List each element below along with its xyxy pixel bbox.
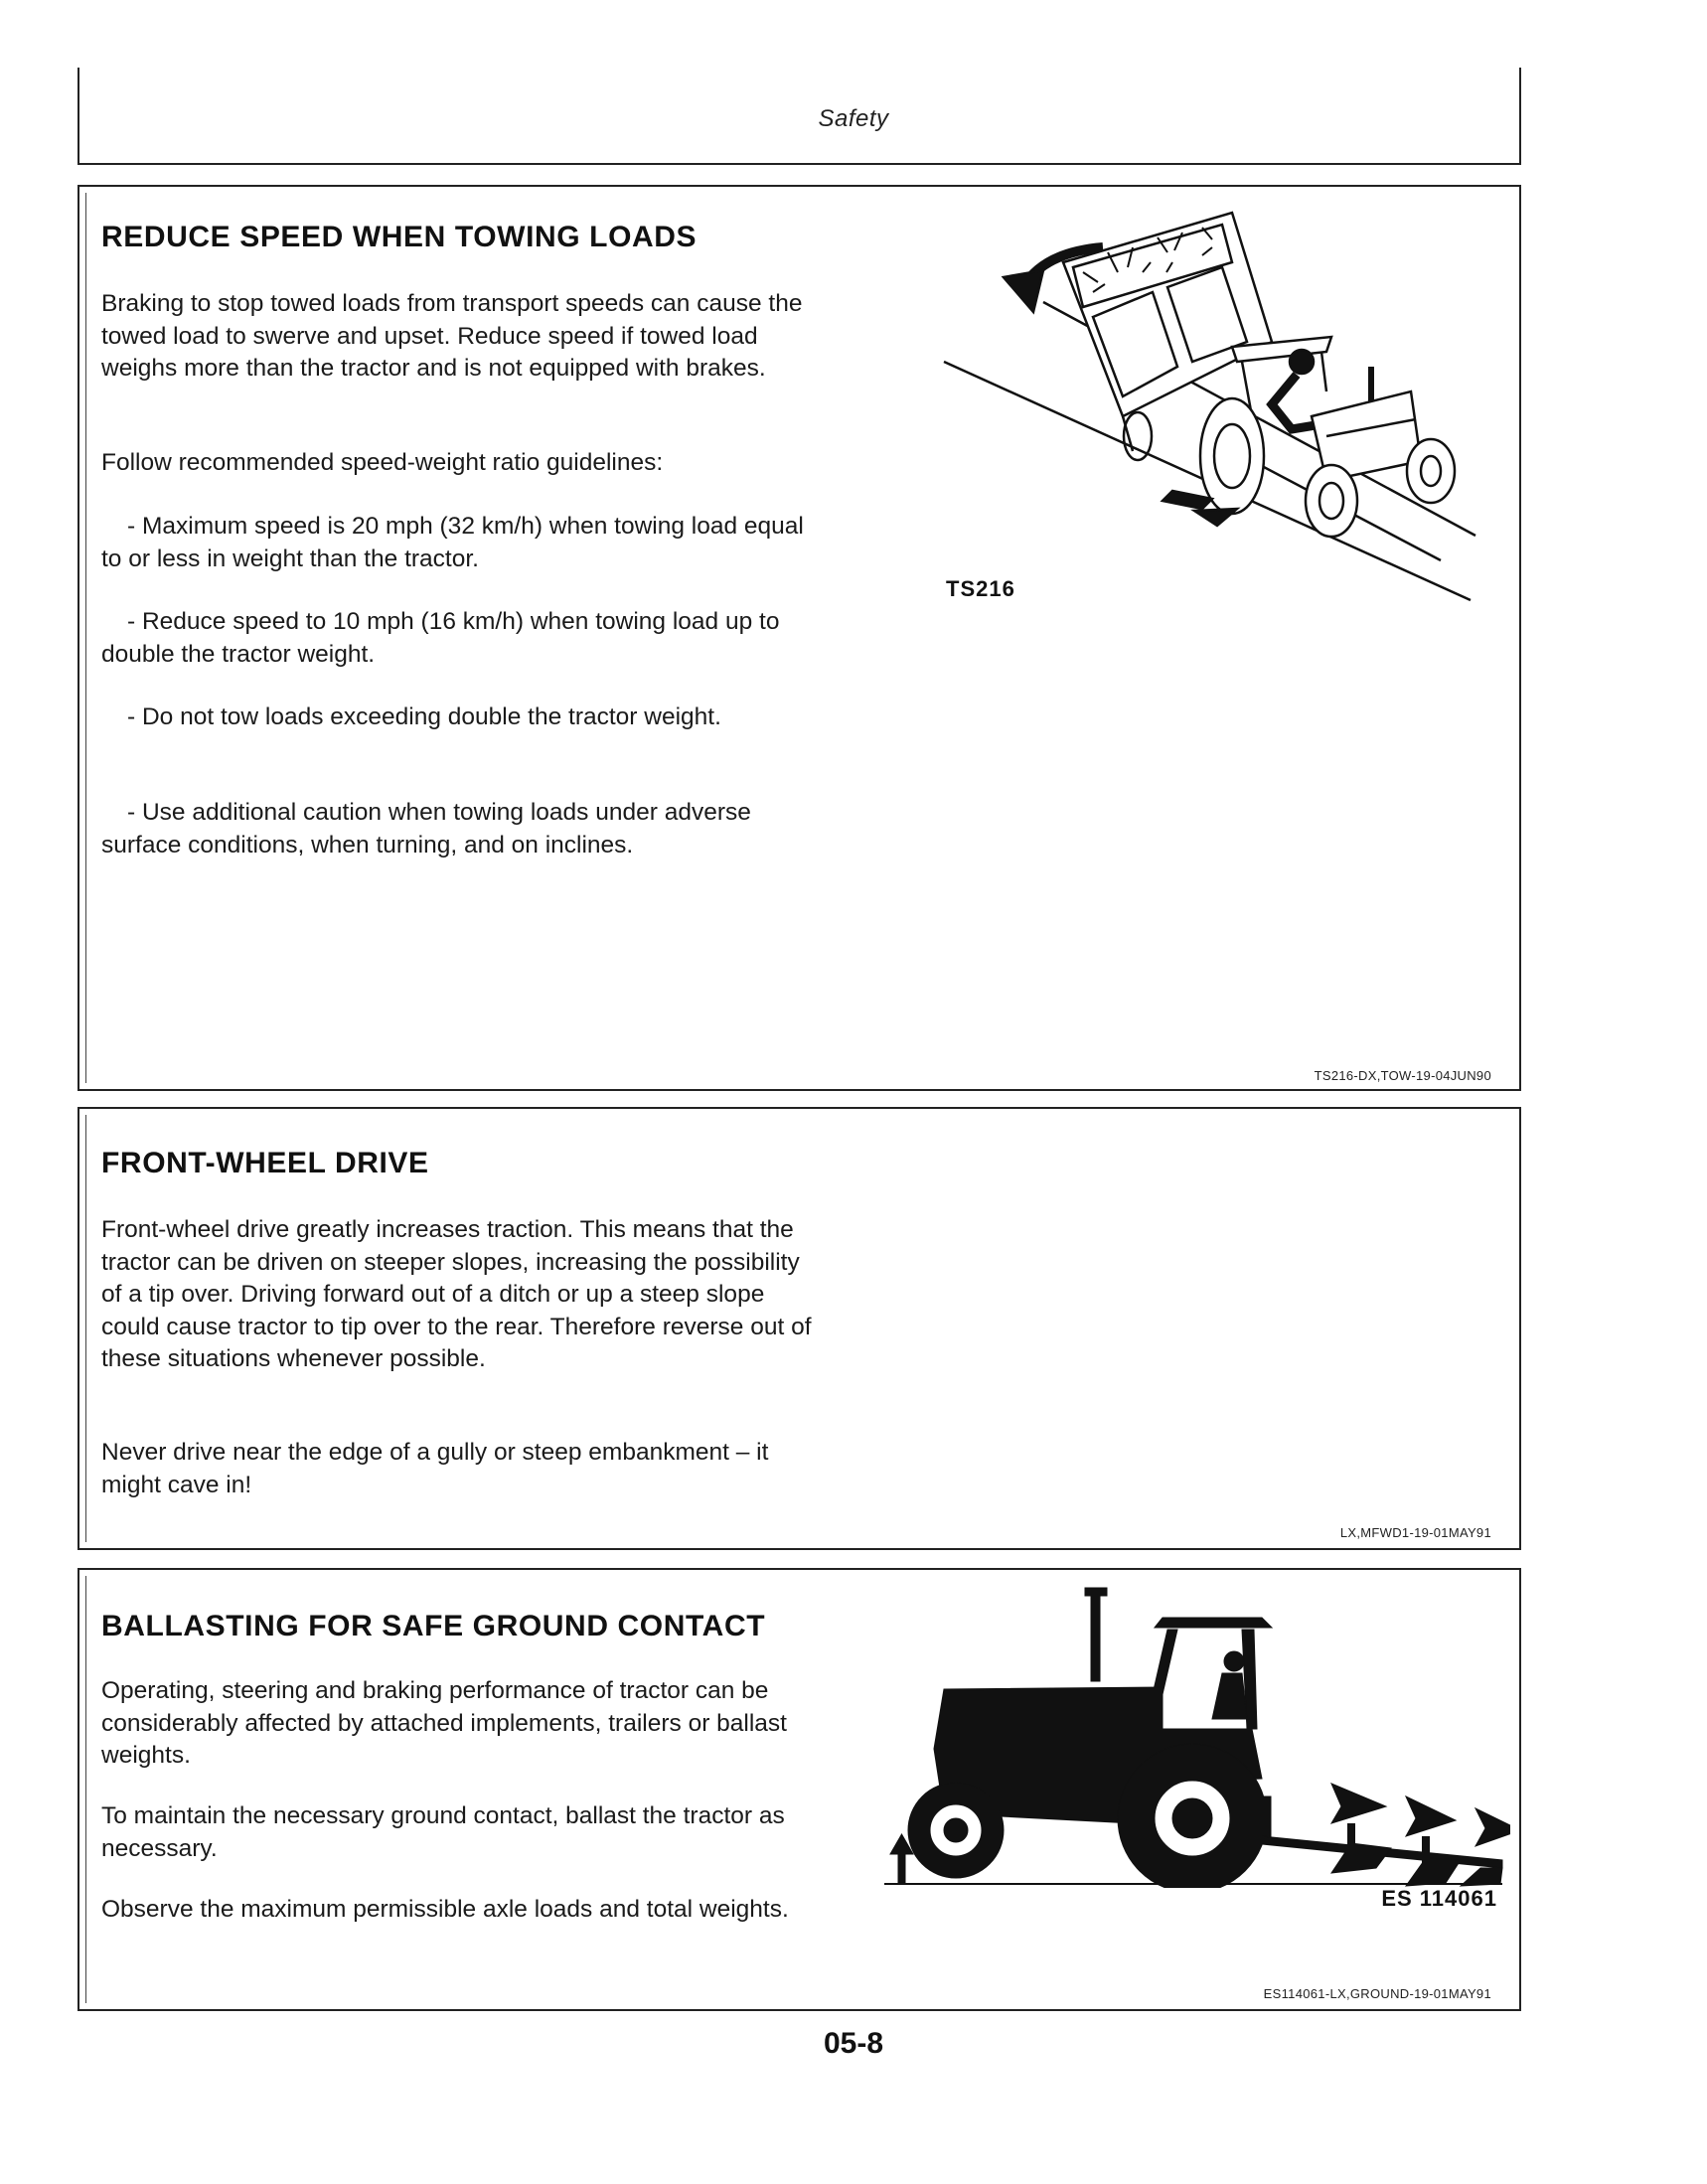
paragraph: Front-wheel drive greatly increases traction. This means that the tractor can be driven on steeper slopes, increasing the possibility of a tip over. Driving forward out of a ditch or up a steep slope could cause tractor to tip over to the rear. Therefore reverse out of these situations whenever possible.	[101, 1216, 812, 1372]
page-header-title: Safety	[818, 105, 889, 132]
bullet-item: - Maximum speed is 20 mph (32 km/h) when towing load equal to or less in weight than the tractor.	[101, 513, 804, 572]
paragraph: To maintain the necessary ground contact, ballast the tractor as necessary.	[101, 1802, 785, 1862]
section-reduce-speed	[78, 185, 1521, 1091]
section-title: REDUCE SPEED WHEN TOWING LOADS	[101, 221, 698, 253]
towing-tractor-illustration	[934, 193, 1490, 610]
reference-code: LX,MFWD1-19-01MAY91	[1339, 1525, 1491, 1540]
section-title: BALLASTING FOR SAFE GROUND CONTACT	[101, 1610, 766, 1642]
paragraph: Follow recommended speed-weight ratio guidelines:	[101, 449, 664, 476]
section-divider	[85, 1576, 86, 2003]
paragraph: Never drive near the edge of a gully or steep embankment – it might cave in!	[101, 1439, 769, 1498]
section-ballasting	[78, 1568, 1521, 2011]
paragraph: Braking to stop towed loads from transport speeds can cause the towed load to swerve and upset. Reduce speed if towed load weighs more than the tractor and is not equipped with brakes.	[101, 290, 803, 382]
reference-code: ES114061-LX,GROUND-19-01MAY91	[1263, 1986, 1491, 2001]
paragraph: Operating, steering and braking performance of tractor can be considerably affected by attached implements, trailers or ballast weights.	[101, 1677, 787, 1769]
ballasted-tractor-plow-illustration	[835, 1570, 1510, 1888]
figure-label: ES 114061	[1381, 1886, 1497, 1911]
reference-code: TS216-DX,TOW-19-04JUN90	[1314, 1068, 1491, 1083]
figure-label: TS216	[946, 576, 1015, 601]
section-front-wheel-drive	[78, 1107, 1521, 1550]
section-divider	[85, 1115, 86, 1542]
bullet-item: - Reduce speed to 10 mph (16 km/h) when towing load up to double the tractor weight.	[101, 608, 780, 668]
section-title: FRONT-WHEEL DRIVE	[101, 1147, 429, 1179]
bullet-item: - Use additional caution when towing loads under adverse surface conditions, when turning, and on inclines.	[101, 799, 751, 858]
paragraph: Observe the maximum permissible axle loads and total weights.	[101, 1896, 789, 1923]
bullet-item: - Do not tow loads exceeding double the tractor weight.	[127, 703, 721, 730]
section-divider	[85, 193, 86, 1083]
page-number: 05-8	[823, 2027, 884, 2060]
